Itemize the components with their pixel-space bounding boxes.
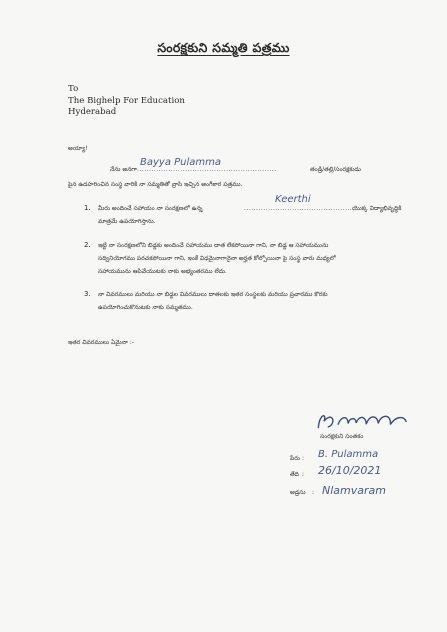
point2-line1: ఇట్టి నా సంరక్షణలోని బిడ్డకు అందించే సహాయము దాత లేకపోయినా గాని, నా బిడ్డ ఆ సహాయమును [98, 242, 329, 249]
point1-dots: .............................................. [244, 205, 355, 212]
point2-line3: సహాయమును ఆపివేయుటకు నాకు అభ్యంతరము లేదు. [98, 268, 227, 275]
footer-date-value: 26/10/2021 [318, 464, 382, 477]
recipient-address [68, 84, 185, 119]
point2-number: 2. [84, 241, 91, 249]
point2-line2: సద్వినియోగము పరచకపోయినా గాని, ఇంకే విధమైనాగానైనా అర్హత కోల్పోయినా పై సంస్థ వారు మధ్యలో [98, 255, 336, 262]
salutation: అయ్యా! [68, 145, 88, 152]
student-name-handwritten: Keerthi [275, 194, 311, 205]
line2-text: పైన ఉదహరించిన సంస్థ వారికి నా సమ్మతితో వ్రాసి ఇచ్చిన అంగీకార పత్రము. [68, 181, 243, 188]
signature-label: సంరక్షకుని సంతకం [320, 433, 364, 440]
point3-line1: నా వివరములు మరియు నా బిడ్డల వివరములు దాతలకు ఇతర సంస్థలకు మరియు ప్రచారము కొరకు [98, 291, 328, 298]
point1-prefix: మీరు అందించే సహాయం నా సంరక్షణలో ఉన్న [98, 205, 203, 212]
footer-name-colon: : [302, 455, 305, 462]
address-org: The Bighelp For Education [68, 95, 185, 106]
footer-address-label: అడ్రసు [290, 489, 306, 496]
line1-suffix: తండ్రి/తల్లి/సంరక్షకుడు [310, 166, 361, 173]
point3-number: 3. [84, 290, 91, 298]
line1-dots: .......................................................... [137, 166, 277, 173]
other-details-label: ఇతర వివరములు ఏమైనా :- [68, 339, 134, 346]
footer-address-colon: : [312, 489, 315, 496]
footer-date-colon: : [302, 471, 305, 478]
signature-scribble [313, 400, 425, 436]
footer-name-value: B. Pulamma [318, 449, 379, 460]
point1-number: 1. [84, 204, 91, 212]
point3-line2: ఉపయోగించుకొనుటకు నాకు సమ్మతము. [98, 304, 193, 311]
form-title: సంరక్షకుని సమ్మతి పత్రము [157, 40, 290, 55]
point1-line2: మాత్రమే ఉపయోగిస్తాను. [98, 218, 156, 225]
line1-prefix: నేను అనగా [110, 166, 137, 173]
footer-date-label: తేది [290, 471, 299, 478]
address-city: Hyderabad [68, 107, 117, 117]
footer-address-value: Nlamvaram [322, 484, 386, 497]
footer-name-label: పేరు [290, 455, 300, 462]
guardian-name-handwritten: Bayya Pulamma [140, 157, 222, 168]
point1-suffix: యొక్క విద్యాభివృద్ధికి [352, 205, 402, 212]
address-to: To [68, 84, 79, 94]
